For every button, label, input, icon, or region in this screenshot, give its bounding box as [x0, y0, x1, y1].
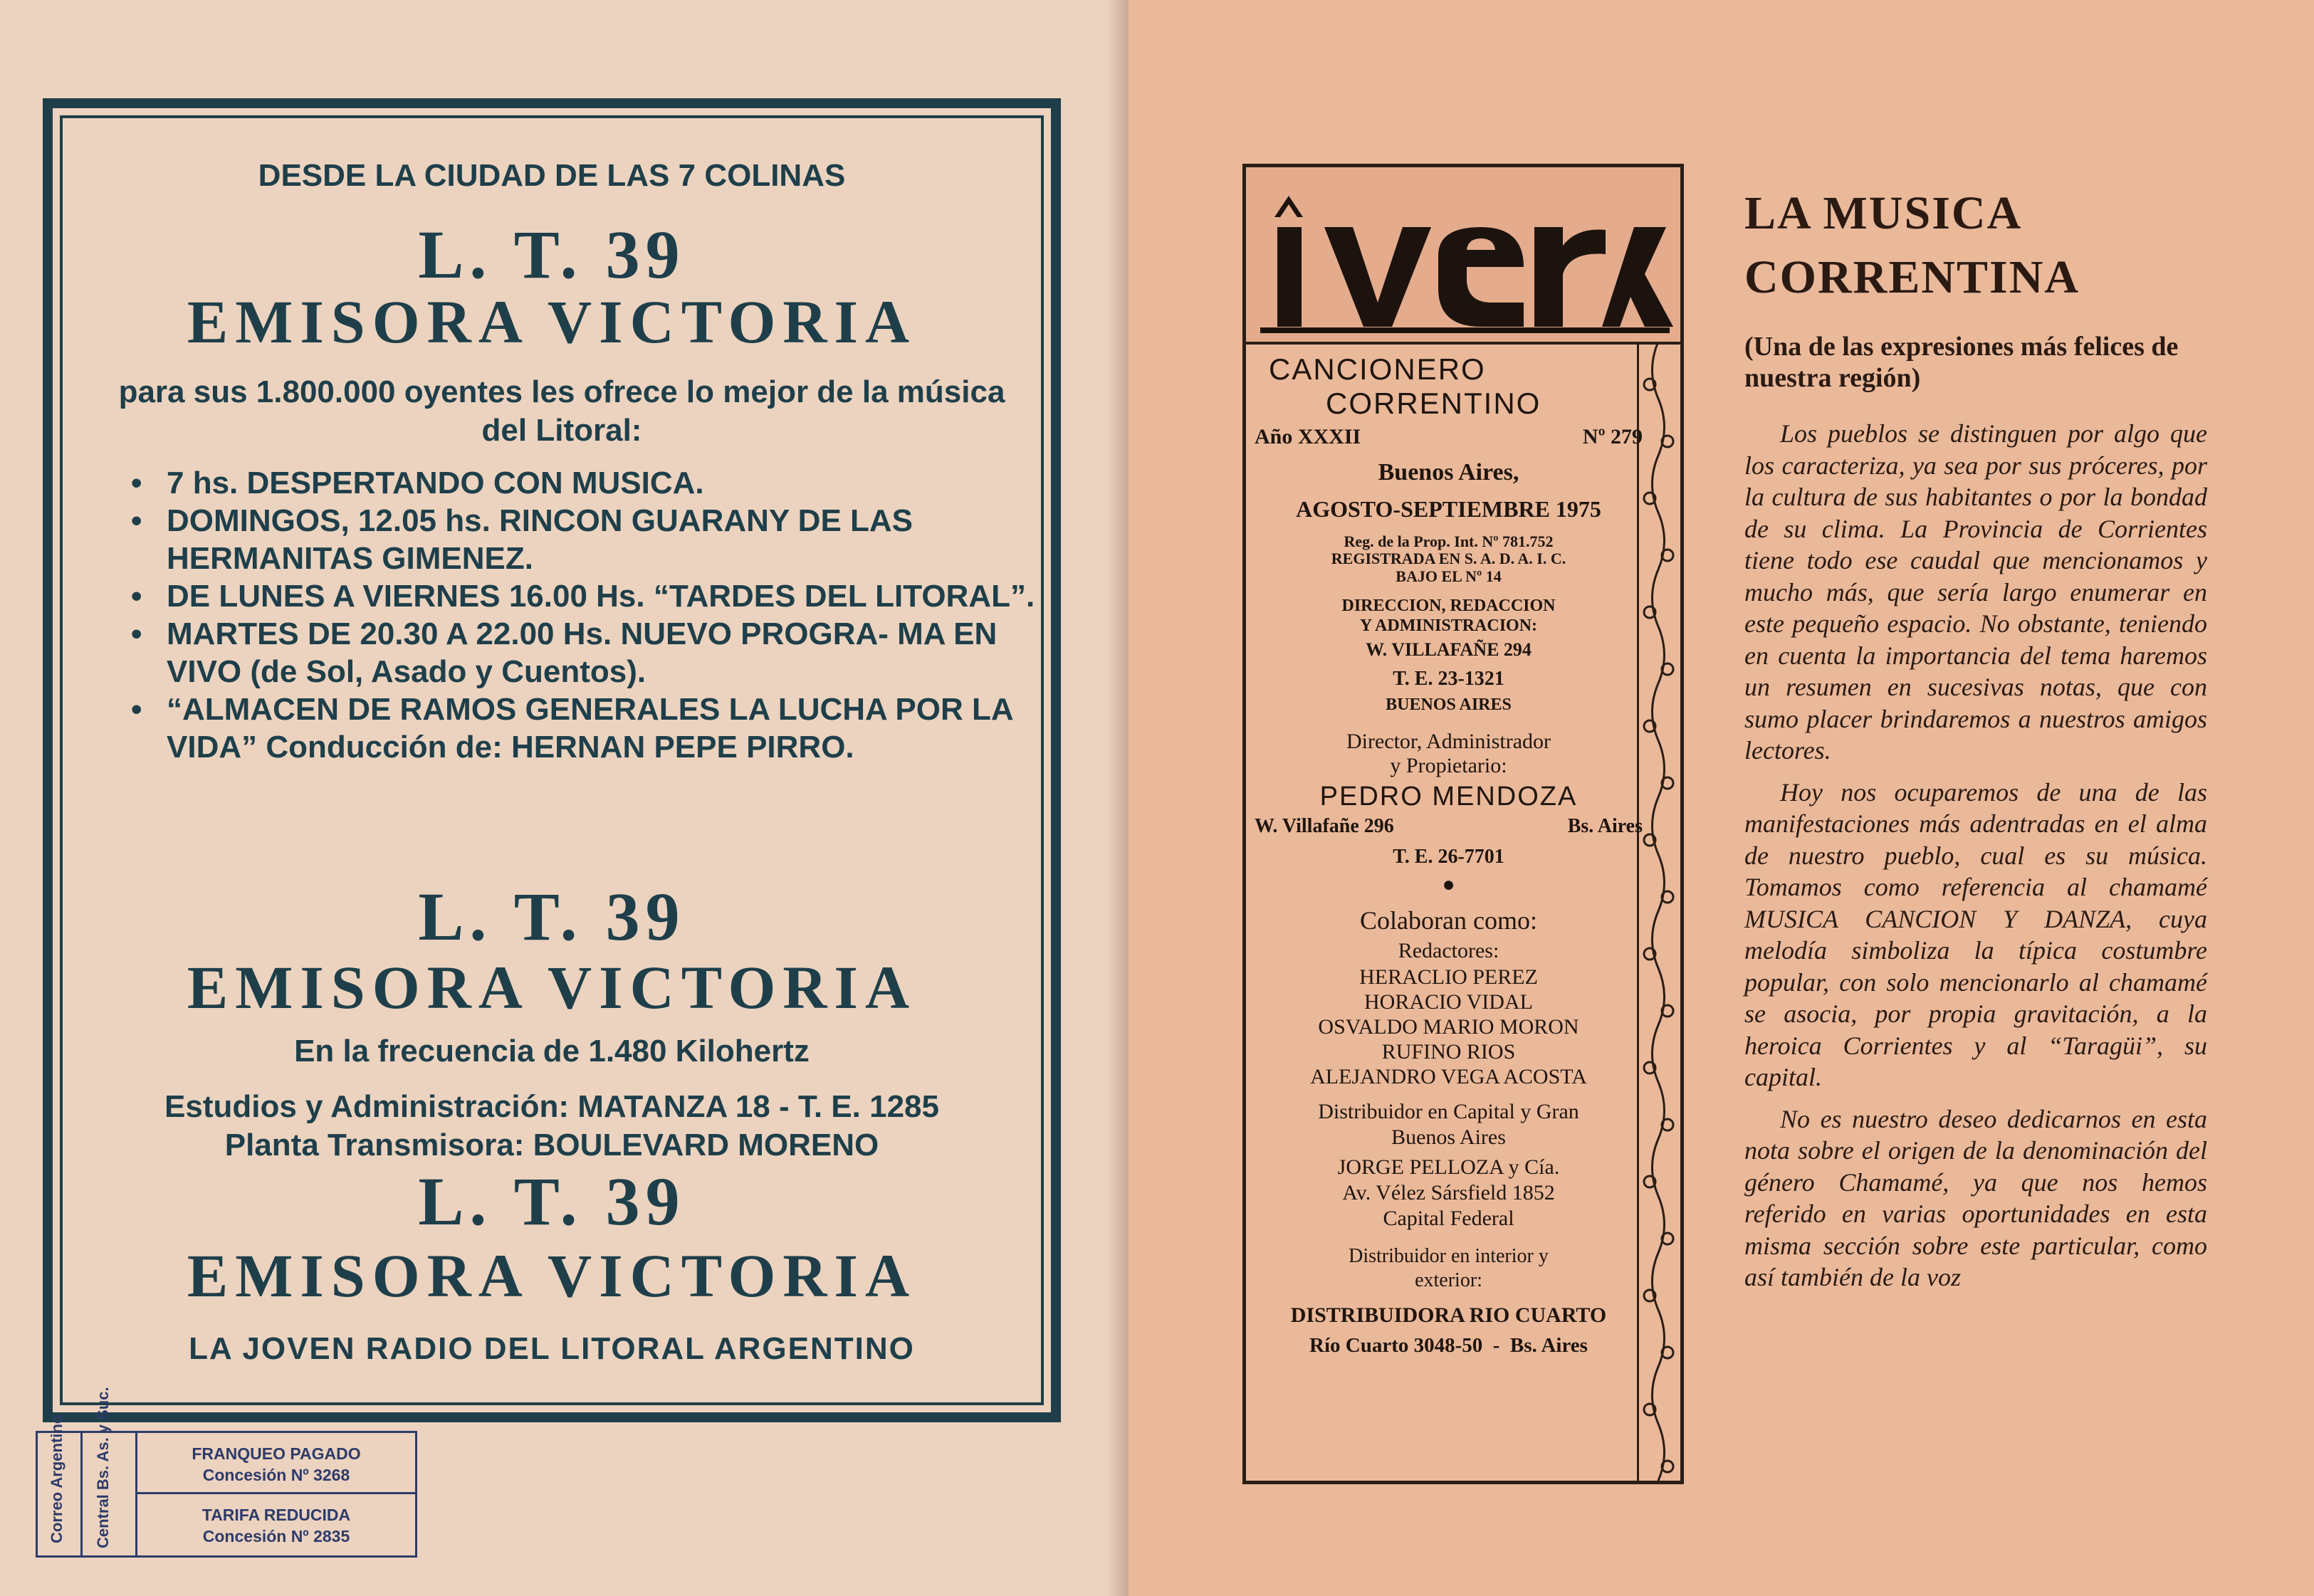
studios-address: Estudios y Administración: MATANZA 18 - T. E. 1285: [164, 1089, 939, 1124]
postage-paid: FRANQUEO PAGADO Concesión Nº 3268: [137, 1433, 415, 1494]
issue-line: [1255, 425, 1643, 455]
station-code-3: L. T. 39: [418, 1163, 686, 1239]
owner-street: W. Villafañe 296: [1255, 815, 1394, 837]
dir-city: BUENOS AIRES: [1386, 695, 1512, 714]
station-name-2: EMISORA VICTORIA: [187, 953, 917, 1022]
postage-office: Central Bs. As. y Suc.: [94, 1387, 112, 1548]
masthead-info: [1255, 345, 1643, 1360]
dist-capital-name: JORGE PELLOZA y Cía.: [1337, 1155, 1560, 1179]
program-item: • 7 hs. DESPERTANDO CON MUSICA.: [131, 464, 1035, 502]
reg-line-2: REGISTRADA EN S. A. D. A. I. C.: [1331, 550, 1566, 567]
reg-line-3: BAJO EL Nº 14: [1396, 567, 1502, 585]
magazine-logo: [1246, 167, 1680, 345]
dist-capital-label-2: Buenos Aires: [1391, 1125, 1506, 1149]
dist-capital-label-1: Distribuidor en Capital y Gran: [1318, 1100, 1579, 1123]
article: [1744, 182, 2207, 1303]
issue-number: Nº 279: [1582, 425, 1643, 448]
separator-dot-icon: ●: [1442, 873, 1455, 896]
editor-name: HORACIO VIDAL: [1364, 990, 1533, 1014]
program-item: • MARTES DE 20.30 A 22.00 Hs. NUEVO PROGRA- MA EN VIVO (de Sol, Asado y Cuentos).: [131, 615, 1035, 691]
editor-name: RUFINO RIOS: [1381, 1040, 1516, 1064]
editor-name: ALEJANDRO VEGA ACOSTA: [1310, 1065, 1587, 1088]
article-title-2: CORRENTINA: [1744, 251, 2080, 303]
ad-header: DESDE LA CIUDAD DE LAS 7 COLINAS: [258, 158, 846, 193]
dist-interior-label-1: Distribuidor en interior y: [1349, 1245, 1549, 1267]
reg-line-1: Reg. de la Prop. Int. Nº 781.752: [1344, 532, 1554, 550]
program-item: • DE LUNES A VIERNES 16.00 Hs. “TARDES DEL LITORAL”.: [131, 577, 1035, 615]
owner-label-2: y Propietario:: [1390, 754, 1507, 777]
station-name: EMISORA VICTORIA: [187, 288, 917, 356]
dist-capital-address: Av. Vélez Sársfield 1852: [1342, 1181, 1555, 1204]
owner-name: PEDRO MENDOZA: [1319, 782, 1578, 812]
dist-interior-name: DISTRIBUIDORA RIO CUARTO: [1290, 1303, 1607, 1327]
floral-border: [1637, 342, 1680, 1481]
logo-lettering-icon: [1246, 167, 1680, 342]
dist-interior-label-2: exterior:: [1415, 1269, 1482, 1291]
station-code: L. T. 39: [418, 216, 686, 293]
article-subtitle: (Una de las expresiones más felices de nuestra región): [1744, 332, 2179, 393]
radio-advertisement: [43, 98, 1061, 1422]
issue-date: AGOSTO-SEPTIEMBRE 1975: [1296, 496, 1601, 522]
program-item: • “ALMACEN DE RAMOS GENERALES LA LUCHA POR LA VIDA” Conducción de: HERNAN PEPE PIRRO.: [131, 691, 1035, 766]
ad-tagline: LA JOVEN RADIO DEL LITORAL ARGENTINO: [189, 1331, 915, 1366]
station-name-3: EMISORA VICTORIA: [187, 1241, 917, 1310]
dist-capital-city: Capital Federal: [1383, 1207, 1514, 1230]
article-paragraph: Hoy nos ocuparemos de una de las manifestaciones más adentradas en el alma de nuestro pueblo, cual es su música. Tomamos como referencia al chamamé MUSICA CANCION Y DANZA, cuya melodía simboliza la típica costumbre popular, con solo mencionarlo al chamamé se asocia, por propia gravitación, a la heroica Corrientes y al “Taragüi”, su capital.: [1744, 777, 2207, 1091]
postage-box: [36, 1387, 417, 1558]
editors-label: Redactores:: [1398, 939, 1499, 962]
dir-line-1: DIRECCION, REDACCION: [1341, 597, 1556, 615]
owner-address: [1255, 815, 1643, 844]
owner-phone: T. E. 26-7701: [1393, 846, 1504, 868]
article-body: [1744, 418, 2207, 1293]
owner-city: Bs. Aires: [1567, 815, 1643, 837]
dir-line-2: Y ADMINISTRACION:: [1359, 616, 1538, 635]
editor-name: OSVALDO MARIO MORON: [1318, 1015, 1579, 1039]
issue-year: Año XXXII: [1255, 425, 1361, 448]
article-paragraph: No es nuestro deseo dedicarnos en esta nota sobre el origen de la denominación del género Chamamé, ya que nos hemos referido en varias oportunidades en esta misma sección sobre este particular, como así también de la voz: [1744, 1104, 2207, 1291]
collab-heading: Colaboran como:: [1360, 906, 1537, 935]
program-list: [131, 464, 1035, 766]
postage-carrier: Correo Argentino: [48, 1414, 66, 1543]
dir-phone: T. E. 23-1321: [1393, 668, 1504, 690]
frequency: En la frecuencia de 1.480 Kilohertz: [294, 1034, 810, 1069]
station-code-2: L. T. 39: [418, 878, 686, 955]
ad-offer: para sus 1.800.000 oyentes les ofrece lo mejor de la música del Litoral:: [118, 374, 1005, 448]
dir-address: W. VILLAFAÑE 294: [1366, 639, 1532, 660]
transmitter-address: Planta Transmisora: BOULEVARD MORENO: [224, 1128, 879, 1162]
postage-reduced-rate: TARIFA REDUCIDA Concesión Nº 2835: [201, 1506, 351, 1545]
dist-interior-address: Río Cuarto 3048-50 - Bs. Aires: [1309, 1334, 1588, 1357]
article-title-1: LA MUSICA: [1744, 187, 2023, 239]
magazine-title-1: CANCIONERO: [1269, 352, 1486, 386]
vine-ornament-icon: [1639, 342, 1678, 1481]
magazine-title-2: CORRENTINO: [1326, 387, 1541, 420]
editor-name: HERACLIO PEREZ: [1359, 965, 1538, 989]
owner-label-1: Director, Administrador: [1346, 730, 1551, 753]
issue-city: Buenos Aires,: [1378, 459, 1519, 485]
program-item: • DOMINGOS, 12.05 hs. RINCON GUARANY DE LAS HERMANITAS GIMENEZ.: [131, 502, 1035, 577]
left-page: [0, 0, 1129, 1596]
article-paragraph: Los pueblos se distinguen por algo que los caracteriza, ya sea por sus próceres, por la cultura de sus habitantes o por la bondad de su clima. La Provincia de Corrientes tiene todo ese caudal que mencionamos y mucho más, que sería largo enumerar en este pequeño espacio. No obstante, teniendo en cuenta la importancia del tema haremos un resumen en sucesivas notas, que con sumo placer brindaremos a nuestros amigos lectores.: [1744, 419, 2207, 765]
masthead-box: [1242, 164, 1684, 1484]
